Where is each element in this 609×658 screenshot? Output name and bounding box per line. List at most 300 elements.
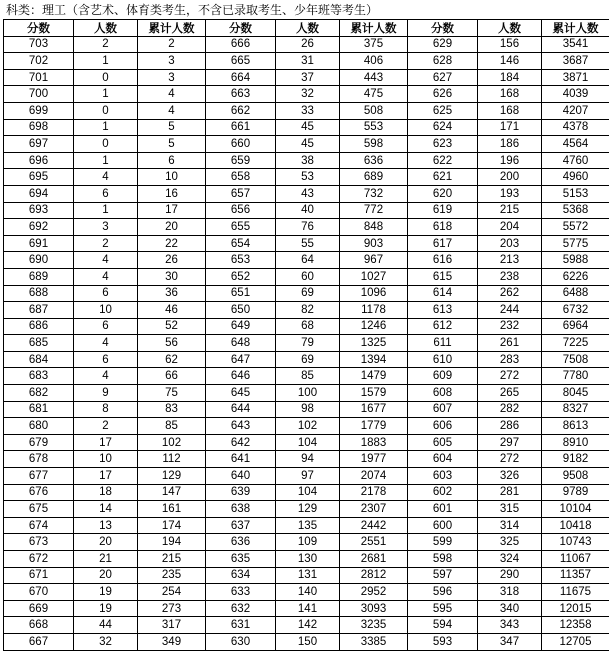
cell-score: 663 (206, 86, 276, 103)
cell-cumulative: 11067 (542, 551, 609, 568)
cell-score: 631 (206, 617, 276, 634)
cell-count: 0 (74, 136, 138, 153)
cell-cumulative: 1394 (340, 351, 408, 368)
cell-score: 677 (4, 468, 74, 485)
cell-count: 1 (74, 119, 138, 136)
cell-cumulative: 26 (138, 252, 206, 269)
cell-count: 18 (74, 484, 138, 501)
cell-count: 6 (74, 285, 138, 302)
table-row (4, 185, 609, 202)
cell-cumulative: 9508 (542, 468, 609, 485)
cell-count: 2 (74, 235, 138, 252)
cell-cumulative: 10 (138, 169, 206, 186)
cell-score: 620 (408, 185, 478, 202)
cell-score: 679 (4, 434, 74, 451)
cell-count: 13 (74, 517, 138, 534)
table-row (4, 53, 609, 70)
table-row (4, 501, 609, 518)
cell-count: 53 (276, 169, 340, 186)
cell-cumulative: 52 (138, 318, 206, 335)
cell-score: 669 (4, 600, 74, 617)
cell-cumulative: 11357 (542, 567, 609, 584)
table-row (4, 567, 609, 584)
cell-cumulative: 3385 (340, 633, 408, 650)
cell-count: 297 (478, 434, 542, 451)
cell-count: 146 (478, 53, 542, 70)
cell-cumulative: 1325 (340, 335, 408, 352)
cell-count: 340 (478, 600, 542, 617)
cell-cumulative: 8613 (542, 418, 609, 435)
cell-cumulative: 2952 (340, 584, 408, 601)
cell-count: 142 (276, 617, 340, 634)
cell-count: 325 (478, 534, 542, 551)
cell-count: 6 (74, 351, 138, 368)
cell-score: 693 (4, 202, 74, 219)
cell-count: 150 (276, 633, 340, 650)
cell-score: 596 (408, 584, 478, 601)
cell-score: 636 (206, 534, 276, 551)
cell-count: 31 (276, 53, 340, 70)
cell-cumulative: 8045 (542, 385, 609, 402)
cell-count: 45 (276, 136, 340, 153)
cell-cumulative: 16 (138, 185, 206, 202)
cell-cumulative: 5 (138, 119, 206, 136)
cell-score: 678 (4, 451, 74, 468)
table-row (4, 551, 609, 568)
cell-cumulative: 3 (138, 69, 206, 86)
cell-cumulative: 4 (138, 102, 206, 119)
cell-count: 318 (478, 584, 542, 601)
cell-count: 203 (478, 235, 542, 252)
cell-count: 2 (74, 418, 138, 435)
cell-score: 667 (4, 633, 74, 650)
cell-cumulative: 1779 (340, 418, 408, 435)
cell-cumulative: 36 (138, 285, 206, 302)
cell-count: 141 (276, 600, 340, 617)
table-row (4, 401, 609, 418)
cell-cumulative: 215 (138, 551, 206, 568)
cell-cumulative: 1246 (340, 318, 408, 335)
cell-score: 594 (408, 617, 478, 634)
cell-count: 68 (276, 318, 340, 335)
table-row (4, 302, 609, 319)
cell-count: 200 (478, 169, 542, 186)
cell-score: 668 (4, 617, 74, 634)
cell-cumulative: 62 (138, 351, 206, 368)
table-row (4, 169, 609, 186)
cell-cumulative: 3 (138, 53, 206, 70)
cell-score: 649 (206, 318, 276, 335)
cell-cumulative: 2307 (340, 501, 408, 518)
cell-count: 129 (276, 501, 340, 518)
cell-cumulative: 732 (340, 185, 408, 202)
cell-score: 665 (206, 53, 276, 70)
cell-cumulative: 2178 (340, 484, 408, 501)
cell-score: 610 (408, 351, 478, 368)
cell-count: 286 (478, 418, 542, 435)
table-row (4, 418, 609, 435)
cell-cumulative: 4564 (542, 136, 609, 153)
cell-count: 102 (276, 418, 340, 435)
cell-count: 76 (276, 219, 340, 236)
cell-count: 272 (478, 368, 542, 385)
cell-cumulative: 5775 (542, 235, 609, 252)
cell-cumulative: 508 (340, 102, 408, 119)
cell-cumulative: 30 (138, 268, 206, 285)
header-count: 人数 (74, 20, 138, 37)
table-row (4, 584, 609, 601)
cell-cumulative: 22 (138, 235, 206, 252)
cell-cumulative: 903 (340, 235, 408, 252)
table-row (4, 633, 609, 650)
cell-score: 691 (4, 235, 74, 252)
cell-count: 281 (478, 484, 542, 501)
header-score: 分数 (408, 20, 478, 37)
cell-cumulative: 10104 (542, 501, 609, 518)
cell-cumulative: 8327 (542, 401, 609, 418)
cell-score: 613 (408, 302, 478, 319)
cell-count: 94 (276, 451, 340, 468)
cell-score: 697 (4, 136, 74, 153)
cell-score: 675 (4, 501, 74, 518)
header-count: 人数 (276, 20, 340, 37)
table-row (4, 252, 609, 269)
cell-score: 597 (408, 567, 478, 584)
cell-count: 33 (276, 102, 340, 119)
cell-score: 611 (408, 335, 478, 352)
cell-count: 55 (276, 235, 340, 252)
cell-score: 632 (206, 600, 276, 617)
cell-count: 244 (478, 302, 542, 319)
cell-count: 1 (74, 86, 138, 103)
cell-cumulative: 12358 (542, 617, 609, 634)
cell-score: 644 (206, 401, 276, 418)
cell-count: 82 (276, 302, 340, 319)
cell-count: 4 (74, 169, 138, 186)
cell-count: 140 (276, 584, 340, 601)
cell-count: 283 (478, 351, 542, 368)
cell-cumulative: 129 (138, 468, 206, 485)
cell-cumulative: 194 (138, 534, 206, 551)
cell-cumulative: 7225 (542, 335, 609, 352)
cell-cumulative: 273 (138, 600, 206, 617)
cell-cumulative: 254 (138, 584, 206, 601)
cell-score: 617 (408, 235, 478, 252)
cell-score: 595 (408, 600, 478, 617)
cell-score: 702 (4, 53, 74, 70)
cell-score: 661 (206, 119, 276, 136)
header-row (4, 20, 609, 37)
cell-cumulative: 4207 (542, 102, 609, 119)
cell-cumulative: 1977 (340, 451, 408, 468)
cell-score: 605 (408, 434, 478, 451)
cell-cumulative: 4039 (542, 86, 609, 103)
cell-score: 640 (206, 468, 276, 485)
cell-count: 0 (74, 69, 138, 86)
cell-cumulative: 5988 (542, 252, 609, 269)
cell-cumulative: 6 (138, 152, 206, 169)
cell-cumulative: 5572 (542, 219, 609, 236)
header-cumulative: 累计人数 (340, 20, 408, 37)
table-row (4, 517, 609, 534)
cell-count: 4 (74, 368, 138, 385)
cell-count: 60 (276, 268, 340, 285)
cell-score: 602 (408, 484, 478, 501)
cell-count: 1 (74, 152, 138, 169)
table-row (4, 368, 609, 385)
cell-score: 674 (4, 517, 74, 534)
cell-score: 606 (408, 418, 478, 435)
cell-cumulative: 5153 (542, 185, 609, 202)
cell-count: 196 (478, 152, 542, 169)
cell-score: 607 (408, 401, 478, 418)
cell-count: 104 (276, 434, 340, 451)
cell-cumulative: 1677 (340, 401, 408, 418)
header-cumulative: 累计人数 (542, 20, 609, 37)
cell-score: 635 (206, 551, 276, 568)
cell-cumulative: 147 (138, 484, 206, 501)
cell-score: 650 (206, 302, 276, 319)
cell-cumulative: 3235 (340, 617, 408, 634)
table-row (4, 285, 609, 302)
cell-cumulative: 317 (138, 617, 206, 634)
cell-count: 98 (276, 401, 340, 418)
cell-count: 290 (478, 567, 542, 584)
cell-count: 326 (478, 468, 542, 485)
cell-cumulative: 7508 (542, 351, 609, 368)
cell-score: 608 (408, 385, 478, 402)
cell-score: 618 (408, 219, 478, 236)
cell-cumulative: 3687 (542, 53, 609, 70)
cell-count: 109 (276, 534, 340, 551)
cell-count: 10 (74, 302, 138, 319)
cell-count: 100 (276, 385, 340, 402)
cell-cumulative: 75 (138, 385, 206, 402)
cell-cumulative: 83 (138, 401, 206, 418)
cell-score: 625 (408, 102, 478, 119)
cell-count: 213 (478, 252, 542, 269)
cell-score: 660 (206, 136, 276, 153)
cell-count: 32 (276, 86, 340, 103)
cell-score: 646 (206, 368, 276, 385)
cell-cumulative: 2551 (340, 534, 408, 551)
cell-cumulative: 1178 (340, 302, 408, 319)
cell-score: 698 (4, 119, 74, 136)
cell-score: 648 (206, 335, 276, 352)
cell-score: 651 (206, 285, 276, 302)
table-row (4, 534, 609, 551)
header-score: 分数 (4, 20, 74, 37)
cell-count: 19 (74, 584, 138, 601)
cell-score: 701 (4, 69, 74, 86)
cell-cumulative: 1579 (340, 385, 408, 402)
cell-count: 64 (276, 252, 340, 269)
cell-count: 171 (478, 119, 542, 136)
cell-cumulative: 12015 (542, 600, 609, 617)
cell-count: 32 (74, 633, 138, 650)
header-score: 分数 (206, 20, 276, 37)
cell-score: 683 (4, 368, 74, 385)
cell-score: 653 (206, 252, 276, 269)
cell-count: 17 (74, 468, 138, 485)
cell-cumulative: 1883 (340, 434, 408, 451)
cell-count: 131 (276, 567, 340, 584)
cell-cumulative: 9789 (542, 484, 609, 501)
cell-score: 628 (408, 53, 478, 70)
cell-cumulative: 2442 (340, 517, 408, 534)
cell-score: 666 (206, 36, 276, 53)
cell-cumulative: 689 (340, 169, 408, 186)
cell-score: 616 (408, 252, 478, 269)
cell-count: 204 (478, 219, 542, 236)
cell-cumulative: 598 (340, 136, 408, 153)
table-row (4, 468, 609, 485)
cell-score: 603 (408, 468, 478, 485)
cell-score: 689 (4, 268, 74, 285)
cell-score: 670 (4, 584, 74, 601)
cell-score: 621 (408, 169, 478, 186)
cell-score: 599 (408, 534, 478, 551)
table-row (4, 152, 609, 169)
cell-cumulative: 6226 (542, 268, 609, 285)
cell-cumulative: 6732 (542, 302, 609, 319)
cell-cumulative: 4760 (542, 152, 609, 169)
cell-count: 315 (478, 501, 542, 518)
cell-score: 692 (4, 219, 74, 236)
table-row (4, 385, 609, 402)
cell-cumulative: 10418 (542, 517, 609, 534)
cell-count: 69 (276, 351, 340, 368)
cell-count: 37 (276, 69, 340, 86)
cell-score: 638 (206, 501, 276, 518)
cell-score: 684 (4, 351, 74, 368)
cell-score: 652 (206, 268, 276, 285)
cell-count: 10 (74, 451, 138, 468)
cell-cumulative: 85 (138, 418, 206, 435)
cell-count: 186 (478, 136, 542, 153)
cell-count: 272 (478, 451, 542, 468)
cell-count: 14 (74, 501, 138, 518)
table-row (4, 102, 609, 119)
table-row (4, 202, 609, 219)
cell-cumulative: 1027 (340, 268, 408, 285)
cell-score: 630 (206, 633, 276, 650)
cell-cumulative: 553 (340, 119, 408, 136)
cell-count: 26 (276, 36, 340, 53)
table-row (4, 219, 609, 236)
cell-count: 265 (478, 385, 542, 402)
score-distribution-table (3, 19, 609, 651)
cell-cumulative: 235 (138, 567, 206, 584)
table-row (4, 484, 609, 501)
cell-score: 695 (4, 169, 74, 186)
cell-score: 664 (206, 69, 276, 86)
cell-cumulative: 4378 (542, 119, 609, 136)
cell-count: 324 (478, 551, 542, 568)
cell-count: 130 (276, 551, 340, 568)
header-count: 人数 (478, 20, 542, 37)
table-row (4, 86, 609, 103)
cell-score: 629 (408, 36, 478, 53)
cell-score: 703 (4, 36, 74, 53)
cell-count: 1 (74, 53, 138, 70)
cell-count: 44 (74, 617, 138, 634)
cell-count: 69 (276, 285, 340, 302)
cell-score: 593 (408, 633, 478, 650)
cell-cumulative: 46 (138, 302, 206, 319)
table-row (4, 36, 609, 53)
cell-count: 135 (276, 517, 340, 534)
cell-count: 19 (74, 600, 138, 617)
cell-score: 634 (206, 567, 276, 584)
cell-score: 700 (4, 86, 74, 103)
cell-count: 45 (276, 119, 340, 136)
cell-score: 647 (206, 351, 276, 368)
cell-score: 604 (408, 451, 478, 468)
cell-cumulative: 772 (340, 202, 408, 219)
table-row (4, 600, 609, 617)
cell-count: 85 (276, 368, 340, 385)
cell-score: 600 (408, 517, 478, 534)
cell-score: 662 (206, 102, 276, 119)
cell-count: 4 (74, 335, 138, 352)
cell-score: 671 (4, 567, 74, 584)
cell-cumulative: 406 (340, 53, 408, 70)
cell-count: 40 (276, 202, 340, 219)
cell-count: 168 (478, 102, 542, 119)
cell-count: 184 (478, 69, 542, 86)
cell-score: 686 (4, 318, 74, 335)
cell-cumulative: 11675 (542, 584, 609, 601)
cell-cumulative: 66 (138, 368, 206, 385)
cell-count: 97 (276, 468, 340, 485)
cell-cumulative: 1479 (340, 368, 408, 385)
cell-score: 641 (206, 451, 276, 468)
cell-cumulative: 475 (340, 86, 408, 103)
cell-count: 20 (74, 534, 138, 551)
cell-score: 639 (206, 484, 276, 501)
table-row (4, 434, 609, 451)
cell-score: 680 (4, 418, 74, 435)
header-cumulative: 累计人数 (138, 20, 206, 37)
cell-score: 601 (408, 501, 478, 518)
cell-count: 238 (478, 268, 542, 285)
cell-cumulative: 56 (138, 335, 206, 352)
cell-cumulative: 349 (138, 633, 206, 650)
cell-cumulative: 112 (138, 451, 206, 468)
cell-cumulative: 161 (138, 501, 206, 518)
table-caption: 科类：理工（含艺术、体育类考生，不含已录取考生、少年班等考生） (6, 3, 379, 17)
cell-score: 626 (408, 86, 478, 103)
cell-count: 9 (74, 385, 138, 402)
cell-cumulative: 4 (138, 86, 206, 103)
cell-count: 6 (74, 185, 138, 202)
cell-cumulative: 2812 (340, 567, 408, 584)
cell-cumulative: 3871 (542, 69, 609, 86)
cell-count: 6 (74, 318, 138, 335)
cell-score: 645 (206, 385, 276, 402)
cell-count: 4 (74, 252, 138, 269)
cell-score: 658 (206, 169, 276, 186)
cell-count: 38 (276, 152, 340, 169)
cell-cumulative: 2681 (340, 551, 408, 568)
cell-cumulative: 3093 (340, 600, 408, 617)
cell-count: 17 (74, 434, 138, 451)
cell-score: 659 (206, 152, 276, 169)
cell-cumulative: 174 (138, 517, 206, 534)
cell-count: 3 (74, 219, 138, 236)
cell-score: 682 (4, 385, 74, 402)
